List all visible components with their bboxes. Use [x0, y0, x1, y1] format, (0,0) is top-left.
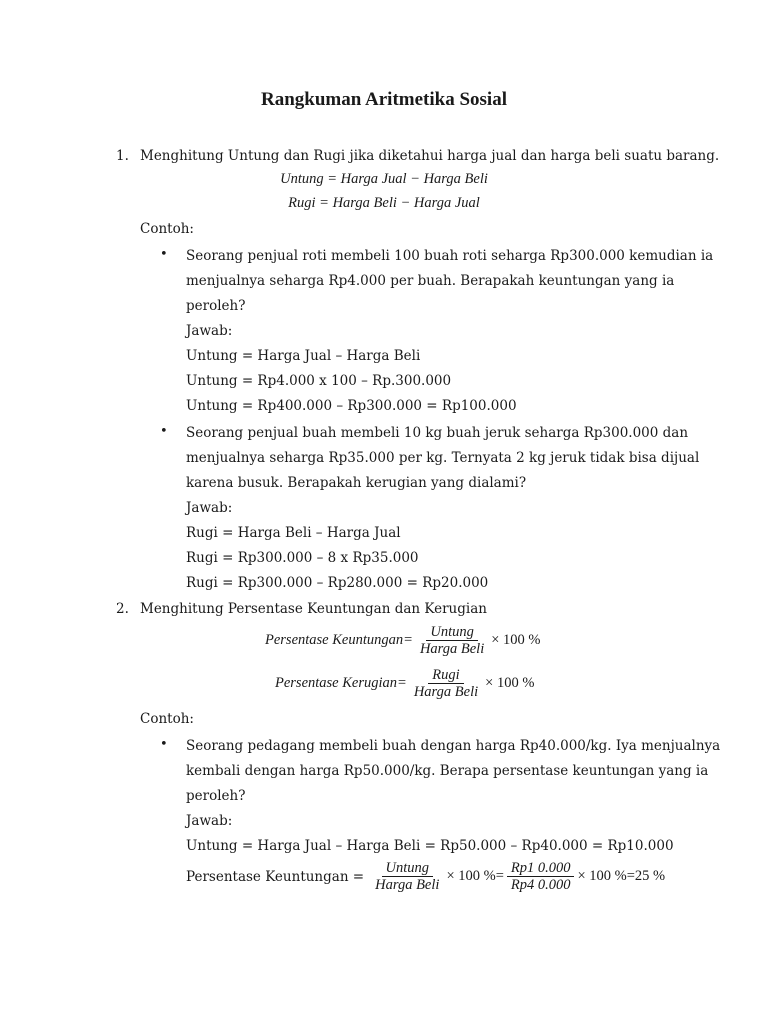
formula-eq: =: [403, 632, 413, 648]
example-2-1-line: kembali dengan harga Rp50.000/kg. Berapa persentase keuntungan yang ia: [186, 763, 709, 779]
fraction: [416, 624, 488, 657]
formula-lhs: Persentase Keuntungan: [265, 632, 404, 648]
formula-persentase-kerugian: [275, 667, 534, 700]
solution-step: Untung = Rp4.000 x 100 – Rp.300.000: [186, 373, 452, 389]
example-1-1-line: peroleh?: [186, 298, 246, 314]
fraction: [410, 667, 482, 700]
section-2-number: 2.: [116, 601, 129, 617]
calc-tail: × 100 %=25 %: [577, 868, 666, 884]
formula-untung: Untung = Harga Jual − Harga Beli: [280, 171, 488, 187]
fraction: [371, 860, 443, 893]
calc-lhs: Persentase Keuntungan =: [186, 868, 365, 885]
formula-tail: × 100 %: [491, 632, 541, 648]
solution-step: Rugi = Rp300.000 – Rp280.000 = Rp20.000: [186, 575, 489, 591]
bullet-icon: •: [160, 424, 168, 439]
solution-step: Rugi = Harga Beli – Harga Jual: [186, 525, 401, 541]
contoh-label-1: Contoh:: [140, 221, 194, 237]
fraction-numerator: Untung: [382, 860, 434, 877]
example-1-1-line: menjualnya seharga Rp4.000 per buah. Berapakah keuntungan yang ia: [186, 273, 675, 289]
jawab-label: Jawab:: [186, 323, 233, 339]
section-2-heading: Menghitung Persentase Keuntungan dan Kerugian: [140, 601, 487, 617]
solution-step: Untung = Harga Jual – Harga Beli = Rp50.000 – Rp40.000 = Rp10.000: [186, 838, 674, 854]
example-1-1-line: Seorang penjual roti membeli 100 buah roti seharga Rp300.000 kemudian ia: [186, 248, 714, 264]
jawab-label: Jawab:: [186, 813, 233, 829]
formula-persentase-keuntungan: [265, 624, 541, 657]
jawab-label: Jawab:: [186, 500, 233, 516]
solution-step: Rugi = Rp300.000 – 8 x Rp35.000: [186, 550, 419, 566]
fraction-numerator: Rugi: [428, 667, 463, 684]
example-1-2-line: menjualnya seharga Rp35.000 per kg. Ternyata 2 kg jeruk tidak bisa dijual: [186, 450, 700, 466]
formula-tail: × 100 %: [485, 675, 535, 691]
solution-step: Untung = Harga Jual – Harga Beli: [186, 348, 421, 364]
fraction-denominator: Harga Beli: [413, 684, 479, 700]
contoh-label-2: Contoh:: [140, 711, 194, 727]
fraction-numerator: Untung: [426, 624, 478, 641]
formula-lhs: Persentase Kerugian: [275, 675, 398, 691]
bullet-icon: •: [160, 737, 168, 752]
fraction: [507, 860, 575, 893]
calc-mid: × 100 %=: [446, 868, 504, 884]
persentase-calculation: [186, 860, 665, 893]
section-1-heading: Menghitung Untung dan Rugi jika diketahui harga jual dan harga beli suatu barang.: [140, 148, 720, 164]
fraction-denominator: Harga Beli: [419, 641, 485, 657]
fraction-denominator: Harga Beli: [375, 877, 440, 893]
bullet-icon: •: [160, 247, 168, 262]
page-title: Rangkuman Aritmetika Sosial: [261, 89, 507, 110]
example-2-1-line: peroleh?: [186, 788, 246, 804]
fraction-numerator: Rp1 0.000: [507, 860, 575, 877]
formula-eq: =: [397, 675, 407, 691]
section-1-number: 1.: [116, 148, 129, 164]
formula-rugi: Rugi = Harga Beli − Harga Jual: [288, 195, 480, 211]
example-1-2-line: karena busuk. Berapakah kerugian yang dialami?: [186, 475, 527, 491]
solution-step: Untung = Rp400.000 – Rp300.000 = Rp100.000: [186, 398, 517, 414]
example-2-1-line: Seorang pedagang membeli buah dengan harga Rp40.000/kg. Iya menjualnya: [186, 738, 721, 754]
fraction-denominator: Rp4 0.000: [510, 877, 571, 893]
example-1-2-line: Seorang penjual buah membeli 10 kg buah jeruk seharga Rp300.000 dan: [186, 425, 689, 441]
